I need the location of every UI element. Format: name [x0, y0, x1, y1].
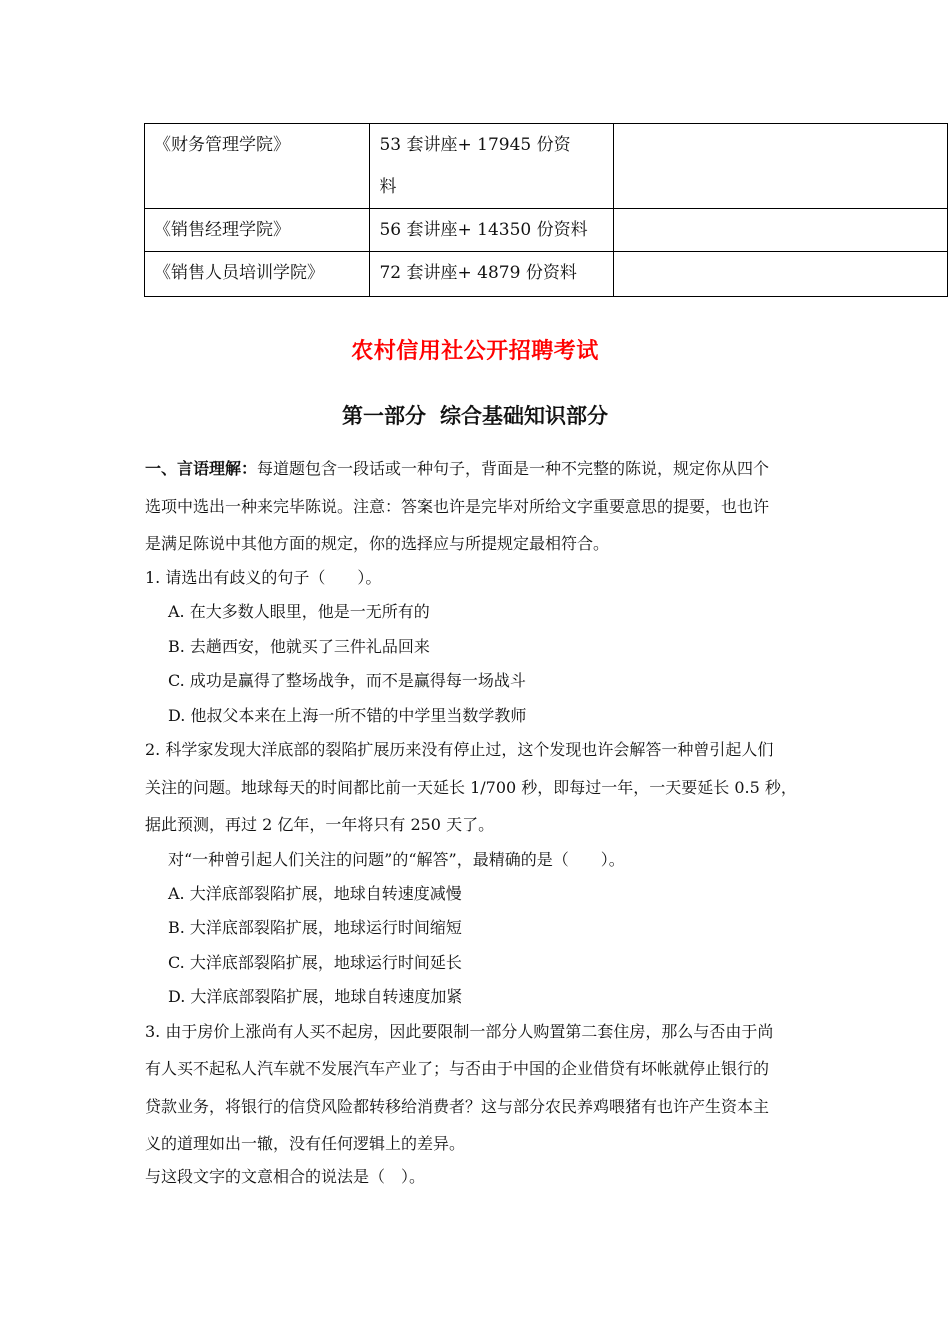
section-intro-line: 选项中选出一种来完毕陈说。注意：答案也许是完毕对所给文字重要意思的提要，也也许 [145, 497, 770, 516]
exam-title: 农村信用社公开招聘考试 [351, 339, 599, 364]
question-stem: 对“一种曾引起人们关注的问题”的“解答”，最精确的是（ ）。 [168, 850, 625, 869]
option-a: A. 在大多数人眼里，他是一无所有的 [168, 602, 430, 621]
section-heading: 一、言语理解： [145, 459, 258, 478]
option-c: C. 成功是赢得了整场战争，而不是赢得每一场战斗 [168, 671, 526, 690]
option-b: B. 大洋底部裂陷扩展，地球运行时间缩短 [168, 918, 462, 937]
question-text-line: 关注的问题。地球每天的时间都比前一天延长 1/700 秒，即每过一年，一天要延长 0.5 秒， [145, 778, 797, 797]
table-row [145, 124, 948, 209]
question-stem: 1. 请选出有歧义的句子（ ）。 [145, 568, 382, 587]
table-cell-name: 《财务管理学院》 [145, 124, 370, 209]
option-b: B. 去趟西安，他就买了三件礼品回来 [168, 637, 430, 656]
section-intro-text: 每道题包含一段话或一种句子，背面是一种不完整的陈说，规定你从四个 [257, 459, 770, 478]
table-cell-name: 《销售经理学院》 [145, 209, 370, 252]
part-number: 第一部分 [342, 404, 426, 428]
table-cell-content: 72 套讲座+ 4879 份资料 [370, 252, 613, 297]
question-stem: 与这段文字的文意相合的说法是（ ）。 [145, 1167, 426, 1186]
cell-text-line: 53 套讲座+ 17945 份资 [379, 135, 571, 155]
option-c: C. 大洋底部裂陷扩展，地球运行时间延长 [168, 953, 462, 972]
question-text-line: 义的道理如出一辙，没有任何逻辑上的差异。 [145, 1134, 466, 1153]
question-text-line: 贷款业务，将银行的信贷风险都转移给消费者？这与部分农民养鸡喂猪有也许产生资本主 [145, 1097, 770, 1116]
table-cell-name: 《销售人员培训学院》 [145, 252, 370, 297]
catalog-table [144, 123, 948, 297]
option-a: A. 大洋底部裂陷扩展，地球自转速度减慢 [168, 884, 462, 903]
question-text-line: 有人买不起私人汽车就不发展汽车产业了；与否由于中国的企业借贷有坏帐就停止银行的 [145, 1059, 770, 1078]
section-intro-line: 是满足陈说中其他方面的规定，你的选择应与所提规定最相符合。 [145, 534, 610, 553]
question-text-line: 据此预测，再过 2 亿年，一年将只有 250 天了。 [145, 815, 495, 834]
cell-text-line: 料 [379, 177, 397, 197]
table-cell-content [370, 124, 613, 209]
table-row [145, 252, 948, 297]
table-cell-content: 56 套讲座+ 14350 份资料 [370, 209, 613, 252]
part-name: 综合基础知识部分 [440, 404, 608, 428]
table-cell-note [613, 124, 947, 209]
table-cell-note [613, 209, 947, 252]
question-text-line: 2. 科学家发现大洋底部的裂陷扩展历来没有停止过，这个发现也许会解答一种曾引起人们 [145, 740, 774, 759]
section-intro-line [145, 459, 769, 479]
part-title [0, 400, 950, 430]
option-d: D. 他叔父本来在上海一所不错的中学里当数学教师 [168, 706, 527, 725]
option-d: D. 大洋底部裂陷扩展，地球自转速度加紧 [168, 987, 463, 1006]
question-text-line: 3. 由于房价上涨尚有人买不起房，因此要限制一部分人购置第二套住房，那么与否由于尚 [145, 1022, 774, 1041]
table-row [145, 209, 948, 252]
table-cell-note [613, 252, 947, 297]
